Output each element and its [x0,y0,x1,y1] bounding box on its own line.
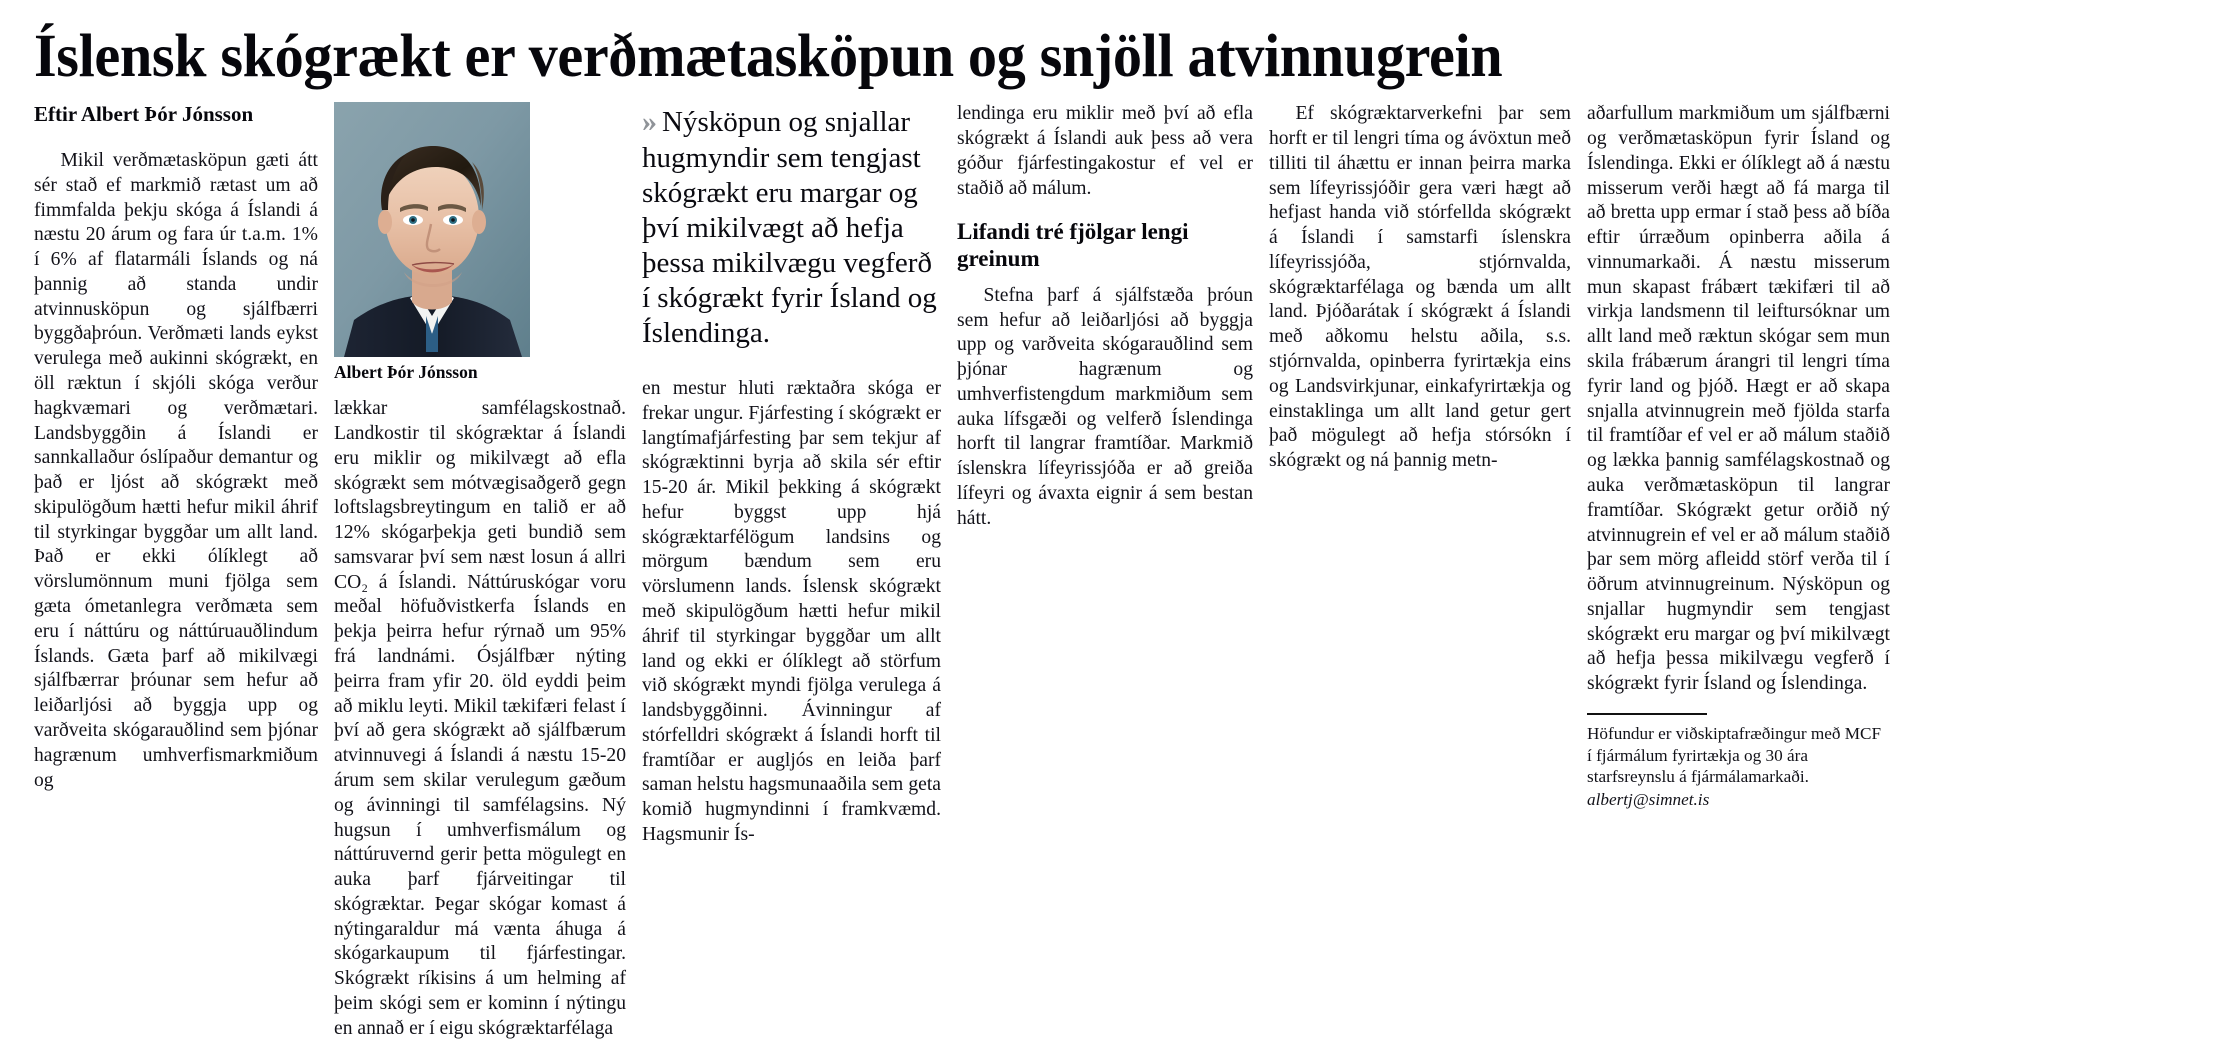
photo-block [334,102,530,383]
column-6 [1587,102,1904,811]
photo-caption: Albert Þór Jónsson [334,362,478,383]
footnote-text: Höfundur er viðskiptafræðingur með MCF í fjármálum fyrirtækja og 30 ára starfsreynslu á fjármálamarkaði. [1587,724,1882,787]
double-chevron-icon: » [642,105,655,139]
column-6-body [1587,102,1890,697]
column-4-body-2 [957,284,1253,532]
column-1-body [34,149,318,793]
column-1 [34,102,334,793]
byline: Eftir Albert Þór Jónsson [34,102,254,127]
column-3 [642,102,957,848]
portrait-photo [334,102,530,357]
paragraph: Mikil verðmætasköpun gæti átt sér stað ef markmið rætast um að fimmfalda þekju skóga á Íslandi á næstu 20 árum og fara úr t.a.m. 1% í 6% af flatarmáli Íslands og ná þannig að standa undir atvinnusköpun og sjálfbærri byggðaþróun. Verðmæti lands eykst verulega með aukinni skógrækt, en öll ræktun í skjóli skóga verður hagkvæmari og verðmætari. Landsbyggðin á Íslandi er sannkallaður óslípaður demantur og það er ljóst að skógrækt með skipulögðum hætti hefur mikil áhrif til styrkingar byggðar um allt land. Það er ekki ólíklegt að vörslumönnum muni fjölga sem gæta ómetanlegra verðmæta sem eru í náttúru og náttúruauðlindum Íslands. Gæta þarf að mikilvægi sjálfbærrar þróunar sem hefur að leiðarljósi að byggja upp og varðveita skógarauðlind sem þjónar hagrænum umhverfismarkmiðum og [34,149,318,791]
footnote-divider [1587,713,1707,716]
page-title: Íslensk skógrækt er verðmætasköpun og snjöll atvinnugrein [34,23,1503,90]
column-2 [334,102,642,1041]
pull-quote [642,104,941,351]
column-3-body [642,377,941,848]
pull-quote-text: Nýsköpun og snjallar hugmyndir sem tengjast skógrækt eru margar og því mikilvægt að hefja þessa mikilvægu vegferð í skógrækt fyrir Ísland og Íslendinga. [642,106,937,349]
section-subheading: Lifandi tré fjölgar lengi greinum [957,219,1189,271]
paragraph: lækkar samfélagskostnað. Landkostir til skógræktar á Íslandi eru miklir og mikilvægt að efla skógrækt sem mótvægisaðgerð gegn loftslagsbreytingum en talið er að 12% skógarþekja geti bundið sem samsvarar því sem næst losun á allri CO₂ á Íslandi. Náttúruskógar voru meðal höfuðvistkerfa Íslands en þekja þeirra hefur rýrnað um 95% frá landnámi. Ósjálfbær nýting þeirra fram yfir 20. öld eyddi þeim að miklu leyti. Mikil tækifæri felast í því að gera skógrækt að sjálfbærum atvinnuvegi á Íslandi á næstu 15-20 árum sem skilar verulegum gæðum og ávinningi til samfélagsins. Ný hugsun í umhverfismálum og náttúruvernd gerir þetta mögulegt en auka þarf fjárveitingar til skógræktar. Þegar skógar komast á nýtingaraldur má vænta áhuga á skógarkaupum til fjárfestingar. Skógrækt ríkisins á um helming af þeim skógi sem er kominn í nýtingu en annað er í eigu skógræktarfélaga [334,398,626,1039]
author-footnote [1587,713,1890,811]
paragraph: Stefna þarf á sjálfstæða þróun sem hefur að leiðarljósi að byggja upp og varðveita skógarauðlind sem þjónar hagrænum og umhverfistengdum markmiðum sem auka lífsgæði og velferð Íslendinga horft til langrar framtíðar. Markmið íslenskra lífeyrissjóða er að greiða lífeyri og ávaxta eignir á sem bestan hátt. [957,284,1253,529]
column-4-body [957,102,1253,201]
paragraph: Ef skógræktarverkefni þar sem horft er til lengri tíma og ávöxtun með tilliti til áhættu er innan þeirra marka sem lífeyrissjóðir gera væri hægt að hefjast handa við stórfellda skógrækt á Íslandi í samstarfi íslenskra lífeyrissjóða, stjórnvalda, skógræktarfélaga og bænda um allt land. Þjóðarátak í skógrækt á Íslandi með aðkomu helstu aðila, s.s. stjórnvalda, opinberra fyrirtækja eins og Landsvirkjunar, einkafyrirtækja og einstaklinga um allt land getur gert það mögulegt að hefja stórsókn í skógrækt og ná þannig metn- [1269,103,1571,472]
column-5 [1269,102,1587,474]
column-2-body [334,397,626,1041]
column-5-body [1269,102,1571,474]
column-4 [957,102,1269,531]
paragraph: en mestur hluti ræktaðra skóga er frekar ungur. Fjárfesting í skógrækt er langtímafjárfesting þar sem tekjur af skógræktinni byrja að skila sér eftir 15-20 ár. Mikil þekking á skógrækt hefur byggst upp hjá skógræktarfélögum landsins og mörgum bændum sem eru vörslumenn lands. Íslensk skógrækt með skipulögðum hætti hefur mikil áhrif til styrkingar byggðar um allt land og ekki er ólíklegt að störfum við skógrækt myndi fjölga verulega á landsbyggðinni. Ávinningur af stórfelldri skógrækt á Íslandi horft til framtíðar er augljós en leiða þarf saman helstu hagsmunaaðila sem geta komið hugmyndinni í framkvæmd. Hagsmunir Ís- [642,377,941,846]
author-email[interactable]: albertj@simnet.is [1587,790,1710,810]
paragraph: aðarfullum markmiðum um sjálfbærni og verðmætasköpun fyrir Ísland og Íslendinga. Ekki er ólíklegt að á næstu misserum verði hægt að fá marga til að bretta upp ermar í stað þess að bíða eftir úrræðum opinberra aðila á vinnumarkaði. Á næstu misserum mun skapast frábært tækifæri til að virkja landsmenn til leiftursóknar um allt land með ræktun skógar sem mun skila frábærum árangri til lengri tíma fyrir land og þjóð. Hægt er að skapa snjalla atvinnugrein með fjölda starfa til framtíðar ef vel er að málum staðið og lækka þannig samfélagskostnað og auka verðmætasköpun til langrar framtíðar. Skógrækt getur orðið ný atvinnugrein ef vel er að málum staðið þar sem mörg afleidd störf verða til í öðrum atvinnugreinum. Nýsköpun og snjallar hugmyndir sem tengjast skógrækt eru margar og því mikilvægt að hefja þessa mikilvægu vegferð í skógrækt fyrir Ísland og Íslendinga. [1587,103,1890,695]
paragraph: lendinga eru miklir með því að efla skógrækt á Íslandi auk þess að vera góður fjárfestingakostur ef vel er staðið að málum. [957,103,1253,199]
article-columns [34,102,2204,1041]
